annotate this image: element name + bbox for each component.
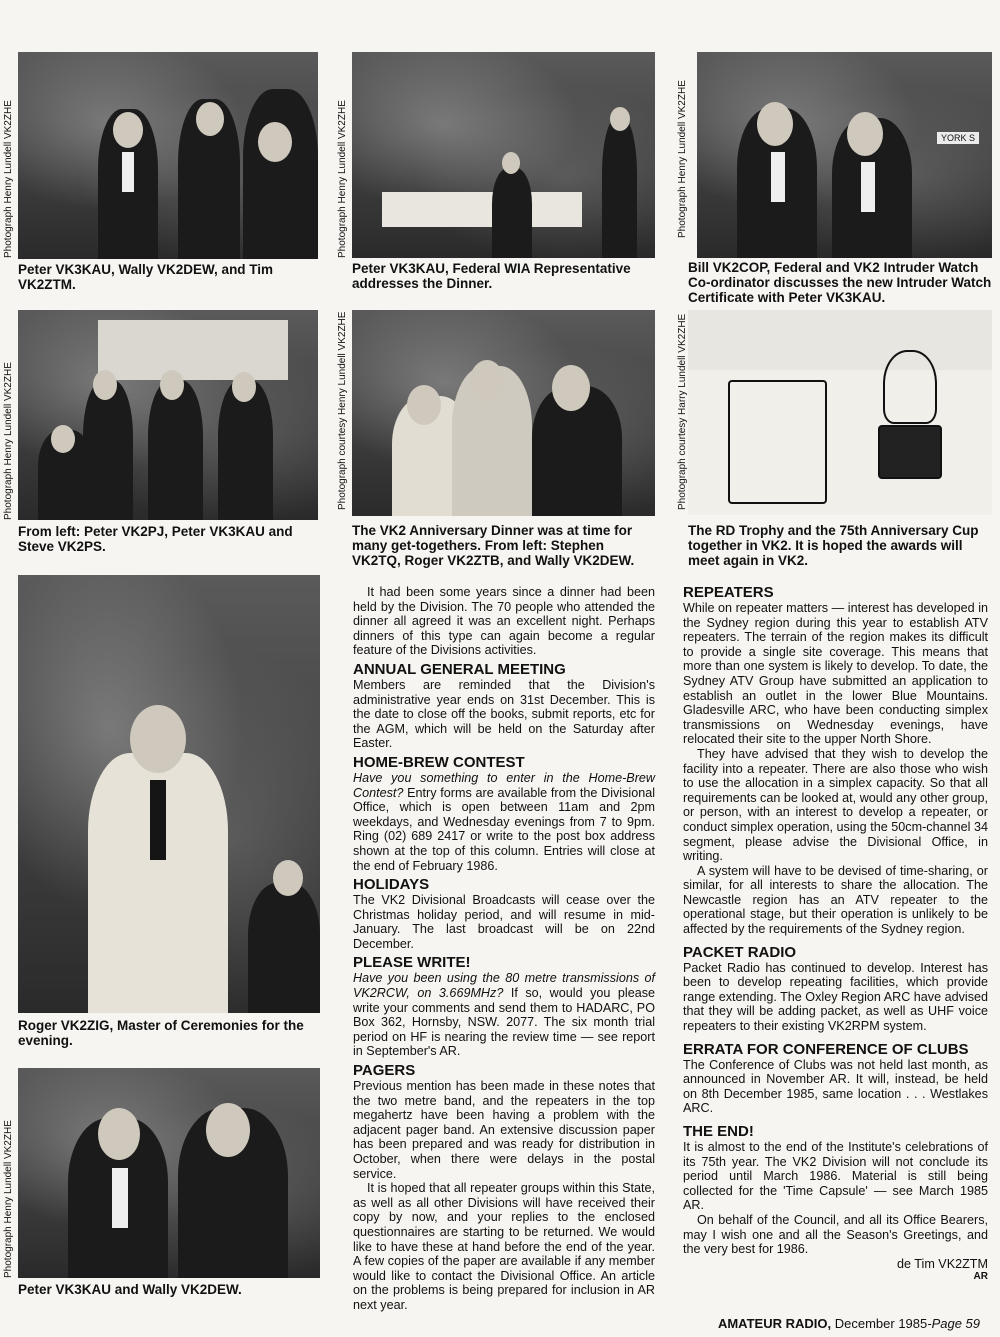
magazine-name: AMATEUR RADIO, <box>717 1316 832 1331</box>
photo-caption: Peter VK3KAU, Wally VK2DEW, and Tim VK2ZTM. <box>18 262 274 292</box>
packet-radio-paragraph: Packet Radio has continued to develop. Interest has been to develop repeating facilities, which provide range extending. The Oxley Region ARC have advised that they will be adding packet, as well as UHF voice repeaters to their existing VK2RPM system. <box>683 960 989 1034</box>
repeaters-paragraph-2: They have advised that they wish to develop the facility into a repeater. There are also those who wish to use the allocation in a simplex capacity. So that all requirements can be looked at, would any other group, or person, with an interest to develop a repeater, or conduct simplex operation, using the 50cm-channel 34 segment, please advise the Divisional Office, in writing. <box>683 746 988 864</box>
repeaters-paragraph-3: A system will have to be devised of time-sharing, or similar, for all interests to share the allocation. The Newcastle region has an ATV repeater to the operational stage, but their operation is unlikely to be affected by the requirements of the Sydney region. <box>683 863 988 937</box>
photo-credit: Photograph courtesy Harry Lundell VK2ZHE <box>677 313 688 510</box>
pagers-paragraph-2: It is hoped that all repeater groups within this State, as well as all other Divisions will have received their copy by now, and your replies to the enclosed questionnaires are starting to be returned. We would like to have these at hand before the end of the year. A few copies of the paper are available if any member would like to contact the Divisional Office. An article on the problems is being prepared for inclusion in AR next year. <box>353 1181 655 1312</box>
the-end-paragraph-1: It is almost to the end of the Institute's celebrations of its 75th year. The VK2 Division will not conclude its period until March 1986. Material is still being collected for the 'Time Capsule' — see March 1985 AR. <box>683 1140 988 1213</box>
please-write-paragraph <box>353 971 655 1059</box>
sign-board: YORK S <box>937 132 979 144</box>
agm-heading: ANNUAL GENERAL MEETING <box>353 660 566 678</box>
home-brew-question: Have you something to enter in the Home-Brew Contest? <box>353 770 655 800</box>
middle-column <box>353 585 655 1313</box>
page-footer <box>718 1316 980 1331</box>
photo-credit: Photograph Henry Lundell VK2ZHE <box>337 100 348 258</box>
packet-radio-heading: PACKET RADIO <box>683 943 797 961</box>
photo-caption: Peter VK3KAU, Federal WIA Representative addresses the Dinner. <box>352 261 631 291</box>
signature: de Tim VK2ZTM <box>897 1256 988 1271</box>
photo-credit: Photograph Henry Lundell VK2ZHE <box>3 1120 14 1278</box>
holidays-paragraph: The VK2 Divisional Broadcasts will cease over the Christmas holiday period, and will resume in mid-January. The last broadcast will be on 22nd December. <box>353 893 655 951</box>
photo-intruder-watch <box>697 52 992 258</box>
pagers-paragraph-1: Previous mention has been made in these notes that the two metre band, and the repeaters in the top megahertz have been having a problem with the adjacent pager band. An extensive discussion paper has been prepared and was ready for distribution in October, when there were delays in the postal service. <box>353 1079 655 1181</box>
photo-peter-and-wally <box>18 1068 320 1278</box>
agm-paragraph: Members are reminded that the Division's administrative year ends on 31st December. This is the date to close off the books, submit reports, etc for the AGM, which will be held on the Saturday after Easter. <box>353 677 655 751</box>
photo-credit: Photograph Henry Lundell VK2ZHE <box>3 100 14 258</box>
page-number: -Page 59 <box>927 1316 980 1331</box>
photo-caption: Peter VK3KAU and Wally VK2DEW. <box>18 1282 242 1297</box>
intro-paragraph: It had been some years since a dinner had been held by the Division. The 70 people who attended the dinner all agreed it was an excellent night. Perhaps dinners of this type can again become a regular feature of the Divisions activities. <box>353 585 655 658</box>
ar-mark: AR <box>973 1271 988 1283</box>
pagers-heading: PAGERS <box>353 1062 416 1080</box>
rd-trophy <box>728 380 827 504</box>
photo-caption: From left: Peter VK2PJ, Peter VK3KAU and Steve VK2PS. <box>18 524 293 554</box>
please-write-question: Have you been using the 80 metre transmissions of VK2RCW, on 3.669MHz? <box>353 971 655 1001</box>
photo-caption: Bill VK2COP, Federal and VK2 Intruder Watch Co-ordinator discusses the new Intruder Watch Certificate with Peter VK3KAU. <box>688 260 992 305</box>
anniversary-cup <box>883 350 937 424</box>
errata-heading: ERRATA FOR CONFERENCE OF CLUBS <box>683 1040 969 1058</box>
the-end-heading: THE END! <box>683 1123 754 1140</box>
the-end-paragraph-2: On behalf of the Council, and all its Office Bearers, may I wish one and all the Season's Greetings, and the very best for 1986. <box>683 1212 988 1257</box>
right-column <box>683 585 988 1282</box>
photo-anniversary-dinner <box>352 310 655 516</box>
photo-master-of-ceremonies <box>18 575 320 1013</box>
photo-peter-wally-tim <box>18 52 318 259</box>
errata-paragraph: The Conference of Clubs was not held last month, as announced in November AR. It will, instead, be held on 8th December 1985, same location . . . Westlakes ARC. <box>683 1057 988 1116</box>
please-write-text: If so, would you please write your comments and send them to HADARC, PO Box 362, Hornsby, NSW. 2077. The six month trial period on HF is nearing the review time — see report in September's AR. <box>353 986 656 1059</box>
photo-peter-peter-steve <box>18 310 318 520</box>
repeaters-paragraph-1: While on repeater matters — interest has developed in the Sydney region during this year to establish ATV repeaters. The terrain of the region makes its difficult to provide a single site coverage. This means that more than one system is likely to develop. To date, the Sydney ATV Group have submitted an application to establish an outlet in the lower Blue Mountains. Gladesville ARC, who have been conducting simplex transmissions on Wednesday evenings, have relocated their site to the upper North Shore. <box>683 601 988 747</box>
photo-federal-rep-addresses <box>352 52 655 258</box>
issue-date: December 1985 <box>834 1316 928 1331</box>
home-brew-heading: HOME-BREW CONTEST <box>353 753 525 771</box>
holidays-heading: HOLIDAYS <box>353 876 430 894</box>
photo-caption: The VK2 Anniversary Dinner was at time for many get-togethers. From left: Stephen VK2TQ, Roger VK2ZTB, and Wally VK2DEW. <box>352 523 635 568</box>
repeaters-heading: REPEATERS <box>683 584 774 601</box>
home-brew-text: Entry forms are available from the Divisional Office, which is open between 11am and 2pm weekdays, and Wednesday evenings from 7 to 9pm. Ring (02) 689 2417 or write to the post box address shown at the top of this column. Entries will close at the end of February 1986. <box>353 785 656 873</box>
photo-credit: Photograph Henry Lundell VK2ZHE <box>677 80 688 238</box>
photo-rd-trophy <box>688 310 992 515</box>
home-brew-paragraph <box>353 771 655 873</box>
photo-caption: Roger VK2ZIG, Master of Ceremonies for the evening. <box>18 1018 304 1048</box>
please-write-heading: PLEASE WRITE! <box>353 954 471 972</box>
photo-credit: Photograph Henry Lundell VK2ZHE <box>3 362 14 520</box>
photo-credit: Photograph courtesy Henry Lundell VK2ZHE <box>337 311 348 510</box>
photo-caption: The RD Trophy and the 75th Anniversary Cup together in VK2. It is hoped the awards will meet again in VK2. <box>688 523 979 568</box>
